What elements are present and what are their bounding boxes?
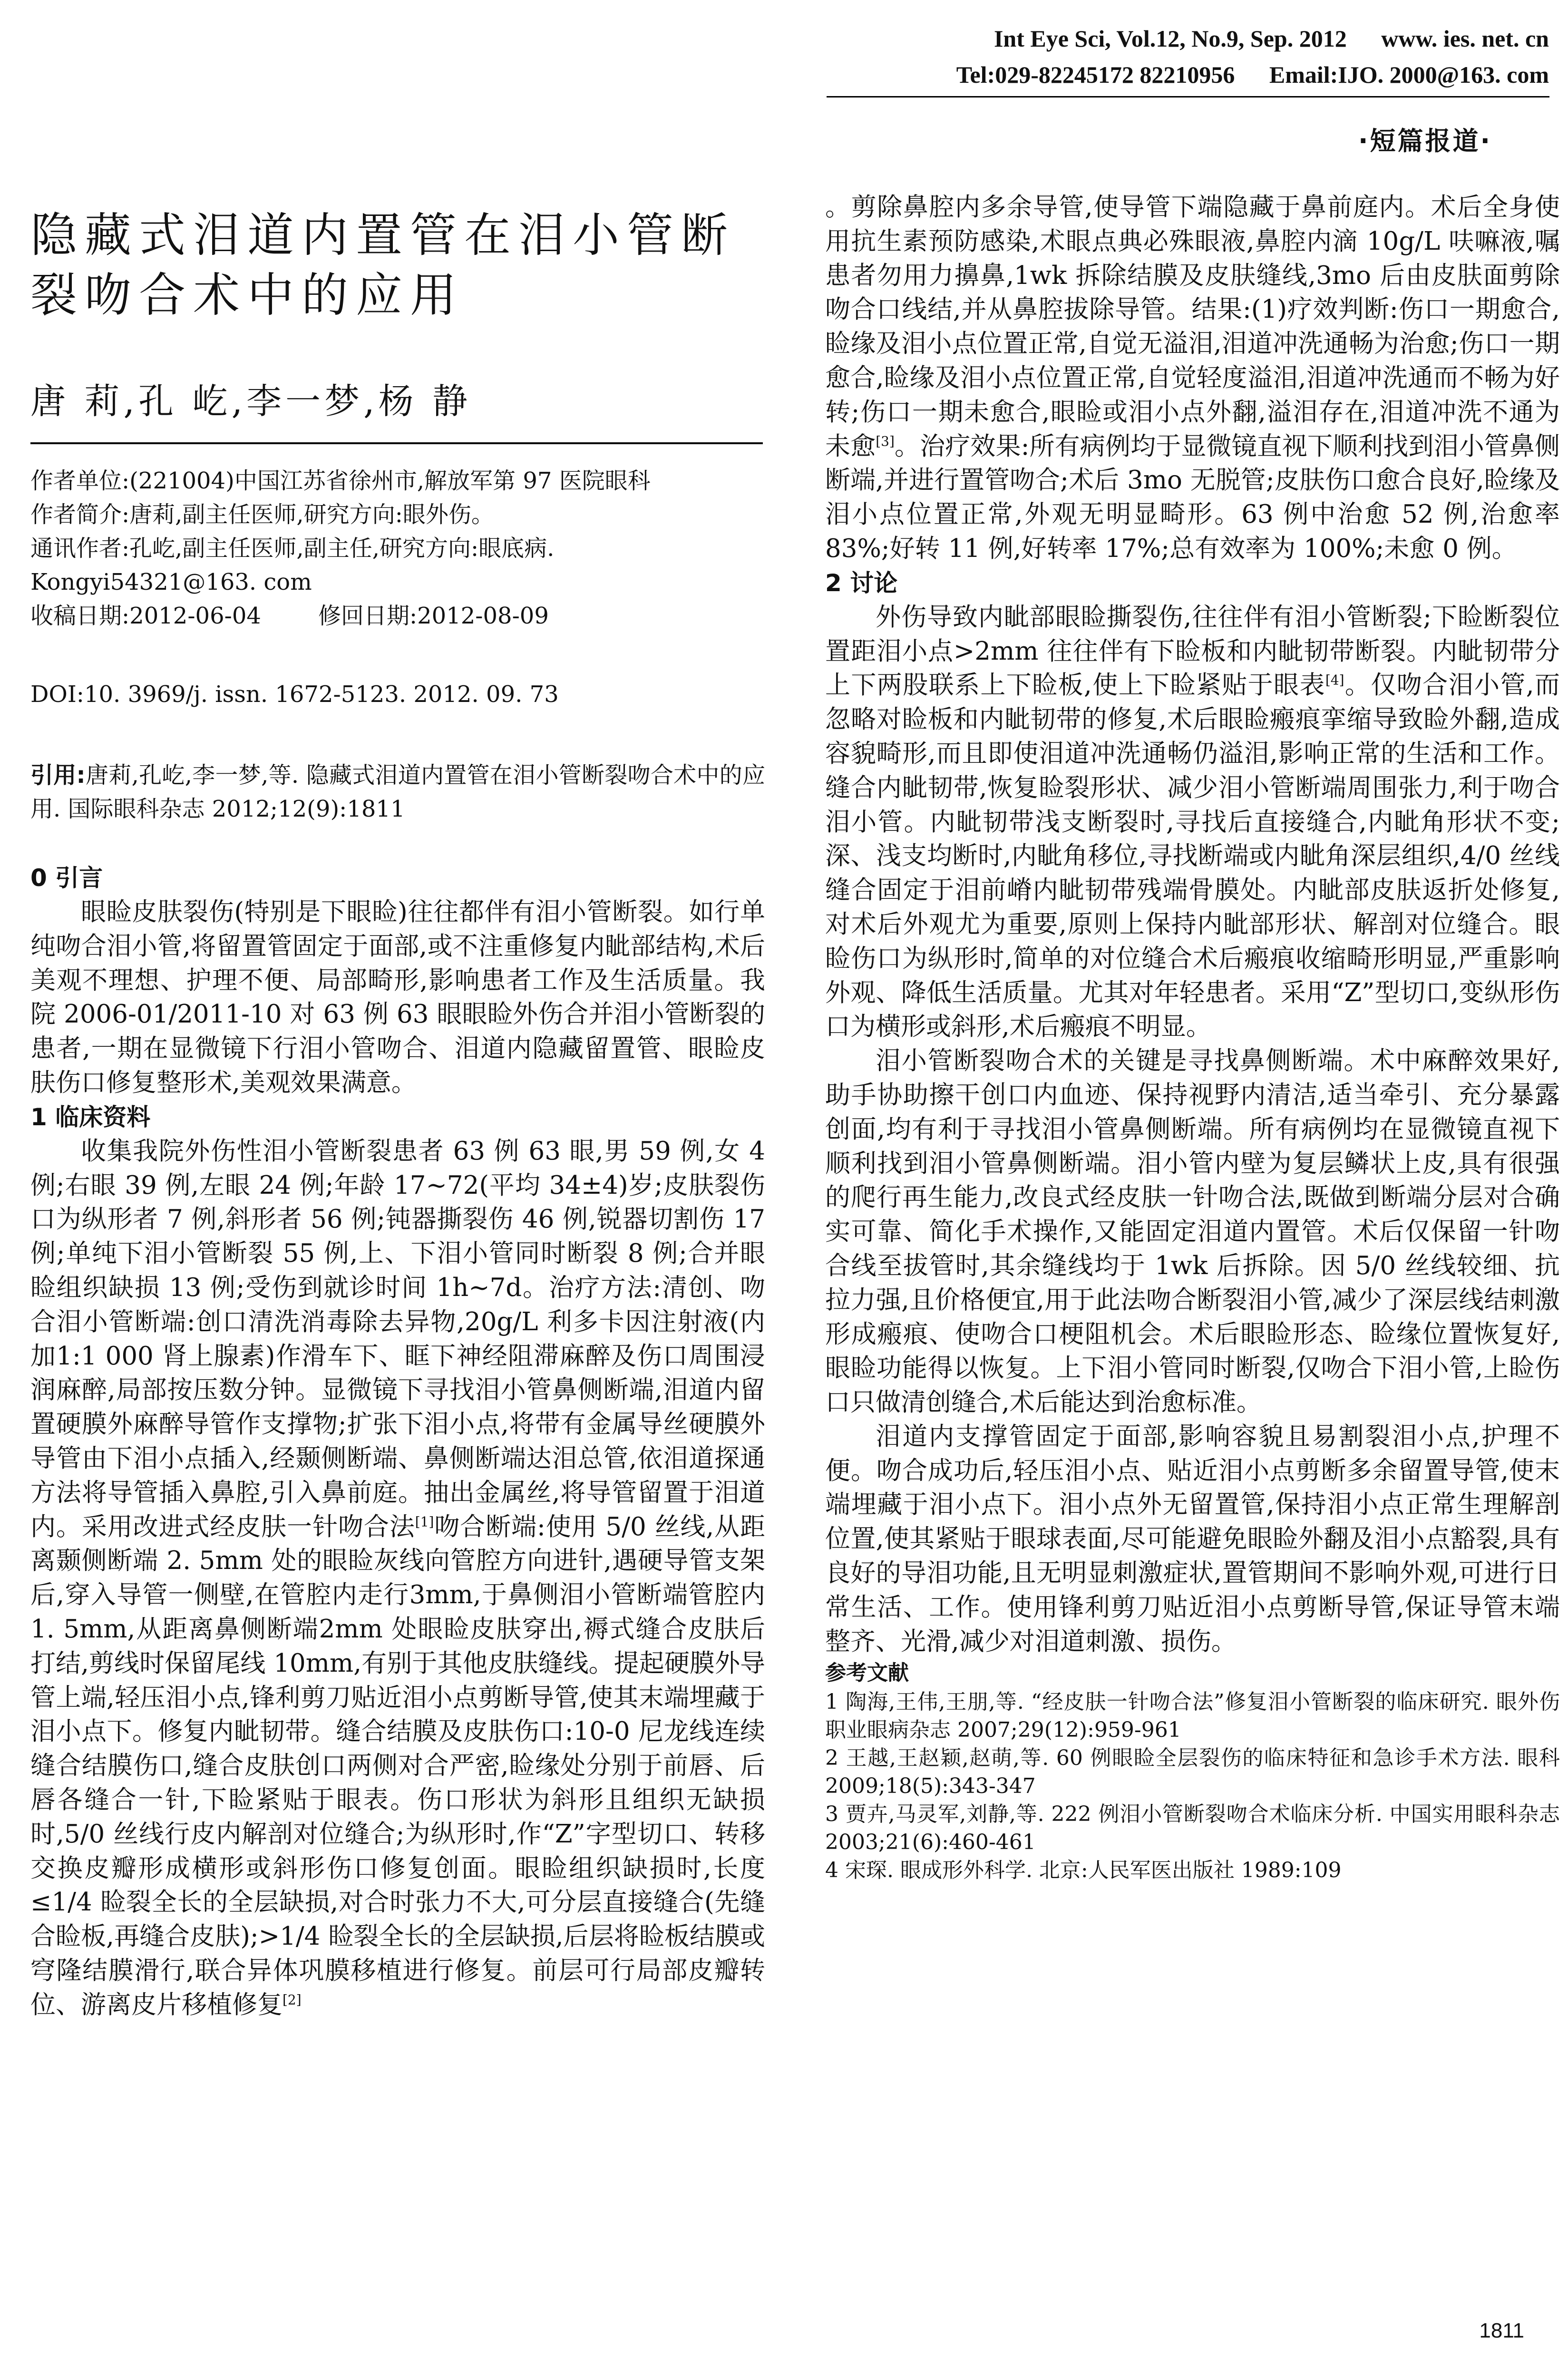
reference-item: 2 王越,王赵颖,赵萌,等. 60 例眼睑全层裂伤的临床特征和急诊手术方法. 眼科 2009;18(5):343-347 [825,1746,1560,1799]
reference-item: 4 宋琛. 眼成形外科学. 北京:人民军医出版社 1989:109 [825,1858,1342,1883]
clinical-text-d: 。治疗效果:所有病例均于显微镜直视下顺利找到泪小管鼻侧断端,并进行置管吻合;术后 3mo 无脱管;皮肤伤口愈合良好,睑缘及泪小点位置正常,外观无明显畸形。63 例中治愈 52 例,治愈率 83%;好转 11 例,好转率 17%;总有效率为 100%;未愈 0 例。 [825,431,1560,563]
left-column-body [30,861,765,2022]
citation-label: 引用: [30,762,86,789]
corresponding-email[interactable]: Kongyi54321@163. com [30,569,312,595]
clinical-text-a: 收集我院外伤性泪小管断裂患者 63 例 63 眼,男 59 例,女 4 例;右眼 39 例,左眼 24 例;年龄 17~72(平均 34±4)岁;皮肤裂伤口为纵形者 7 例,斜形者 56 例;钝器撕裂伤 46 例,锐器切割伤 17 例;单纯下泪小管断裂 55 例,上、下泪小管同时断裂 8 例;合并眼睑组织缺损 13 例;受伤到就诊时间 1h~7d。治疗方法:清创、吻合泪小管断端:创口清洗消毒除去异物,20g/L 利多卡因注射液(内加1:1 000 肾上腺素)作滑车下、眶下神经阻滞麻醉及伤口周围浸润麻醉,局部按压数分钟。显微镜下寻找泪小管鼻侧断端,泪道内留置硬膜外麻醉导管作支撑物;扩张下泪小点,将带有金属导丝硬膜外导管由下泪小点插入,经颞侧断端、鼻侧断端达泪总管,依泪道探通方法将导管插入鼻腔,引入鼻前庭。抽出金属丝,将导管留置于泪道内。采用改进式经皮肤一针吻合法 [30,1136,765,1541]
citation-ref-2[interactable]: [2] [282,1992,302,2008]
citation-ref-1[interactable]: [1] [415,1513,434,1529]
journal-citation: Int Eye Sci, Vol.12, No.9, Sep. 2012 [993,25,1347,52]
discussion-paragraph-2: 泪小管断裂吻合术的关键是寻找鼻侧断端。术中麻醉效果好,助手协助擦干创口内血迹、保持视野内清洁,适当牵引、充分暴露创面,均有利于寻找泪小管鼻侧断端。所有病例均在显微镜直视下顺利找到泪小管鼻侧断端。泪小管内壁为复层鳞状上皮,具有很强的爬行再生能力,改良式经皮肤一针吻合法,既做到断端分层对合确实可靠、简化手术操作,又能固定泪道内置管。术后仅保留一针吻合线至拔管时,其余缝线均于 1wk 后拆除。因 5/0 丝线较细、抗拉力强,且价格便宜,用于此法吻合断裂泪小管,减少了深层线结刺激形成瘢痕、使吻合口梗阻机会。术后眼睑形态、睑缘位置恢复好,眼睑功能得以恢复。上下泪小管同时断裂,仅吻合下泪小管,上睑伤口只做清创缝合,术后能达到治愈标准。 [825,1046,1560,1417]
revised-date: 修回日期:2012-08-09 [318,603,549,629]
references [825,1658,1560,1884]
corresponding-author: 通讯作者:孔屹,副主任医师,副主任,研究方向:眼底病. [30,535,555,562]
intro-paragraph: 眼睑皮肤裂伤(特别是下眼睑)往往都伴有泪小管断裂。如行单纯吻合泪小管,将留置管固定于面部,或不注重修复内眦部结构,术后美观不理想、护理不便、局部畸形,影响患者工作及生活质量。我院 2006-01/2011-10 对 63 例 63 眼眼睑外伤合并泪小管断裂的患者,一期在显微镜下行泪小管吻合、泪道内隐藏留置管、眼睑皮肤伤口修复整形术,美观效果满意。 [30,897,765,1097]
header-rule [827,96,1549,97]
clinical-continued-paragraph [825,190,1560,566]
section-heading-intro: 0 引言 [30,864,103,892]
article-dates [30,599,765,633]
doi[interactable]: DOI:10. 3969/j. issn. 1672-5123. 2012. 09. 73 [30,681,559,708]
references-heading: 参考文献 [825,1661,909,1685]
clinical-paragraph [30,1134,765,2022]
discussion-text-b: 。仅吻合泪小管,而忽略对睑板和内眦韧带的修复,术后眼睑瘢痕挛缩导致睑外翻,造成容貌畸形,而且即使泪道冲洗通畅仍溢泪,影响正常的生活和工作。缝合内眦韧带,恢复睑裂形状、减少泪小管断端周围张力,利于吻合泪小管。内眦韧带浅支断裂时,寻找后直接缝合,内眦角形状不变;深、浅支均断时,内眦角移位,寻找断端或内眦角深层组织,4/0 丝线缝合固定于泪前嵴内眦韧带残端骨膜处。内眦部皮肤返折处修复,对术后外观尤为重要,原则上保持内眦部形状、解剖对位缝合。眼睑伤口为纵形时,简单的对位缝合术后瘢痕收缩畸形明显,严重影响外观、降低生活质量。尤其对年轻患者。采用“Z”型切口,变纵形伤口为横形或斜形,术后瘢痕不明显。 [825,671,1560,1042]
clinical-text-c: 。剪除鼻腔内多余导管,使导管下端隐藏于鼻前庭内。术后全身使用抗生素预防感染,术眼点典必殊眼液,鼻腔内滴 10g/L 呋嘛液,嘱患者勿用力擤鼻,1wk 拆除结膜及皮肤缝线,3mo 后由皮肤面剪除吻合口线结,并从鼻腔拔除导管。结果:(1)疗效判断:伤口一期愈合,睑缘及泪小点位置正常,自觉无溢泪,泪道冲洗通畅为治愈;伤口一期愈合,睑缘及泪小点位置正常,自觉轻度溢泪,泪道冲洗通而不畅为好转;伤口一期未愈合,眼睑或泪小点外翻,溢泪存在,泪道冲洗不通为未愈 [825,193,1560,461]
journal-website[interactable]: www. ies. net. cn [1381,25,1549,52]
author-bio: 作者简介:唐莉,副主任医师,研究方向:眼外伤。 [30,501,494,528]
affiliation: 作者单位:(221004)中国江苏省徐州市,解放军第 97 医院眼科 [30,468,651,494]
discussion-paragraph-3: 泪道内支撑管固定于面部,影响容貌且易割裂泪小点,护理不便。吻合成功后,轻压泪小点、贴近泪小点剪断多余留置导管,使末端埋藏于泪小点下。泪小点外无留置管,保持泪小点正常生理解剖位置,使其紧贴于眼球表面,尽可能避免眼睑外翻及泪小点豁裂,具有良好的导泪功能,且无明显刺激症状,置管期间不影响外观,可进行日常生活、工作。使用锋利剪刀贴近泪小点剪断导管,保证导管末端整齐、光滑,减少对泪道刺激、损伤。 [825,1422,1560,1656]
journal-header [965,25,1549,52]
article-title: 隐藏式泪道内置管在泪小管断裂吻合术中的应用 [30,208,736,322]
section-heading-discussion: 2 讨论 [825,569,898,597]
citation-ref-3[interactable]: [3] [876,433,895,449]
citation-text: 唐莉,孔屹,李一梦,等. 隐藏式泪道内置管在泪小管断裂吻合术中的应用. 国际眼科杂志 2012;12(9):1811 [30,762,765,822]
discussion-paragraph-1 [825,600,1560,1044]
section-heading-clinical: 1 临床资料 [30,1103,151,1131]
journal-tel: Tel:029-82245172 82210956 [956,61,1235,88]
citation [30,759,765,826]
page-number: 1811 [1479,2319,1524,2342]
journal-email[interactable]: Email:IJO. 2000@163. com [1269,61,1549,88]
title-rule [30,442,763,444]
discussion-text-a: 外伤导致内眦部眼睑撕裂伤,往往伴有泪小管断裂;下睑断裂位置距泪小点>2mm 往往伴有下睑板和内眦韧带断裂。内眦韧带分上下两股联系上下睑板,使上下睑紧贴于眼表 [825,602,1560,700]
reference-item: 1 陶海,王伟,王朋,等. “经皮肤一针吻合法”修复泪小管断裂的临床研究. 眼外伤职业眼病杂志 2007;29(12):959-961 [825,1690,1560,1743]
citation-ref-4[interactable]: [4] [1325,672,1344,688]
received-date: 收稿日期:2012-06-04 [30,603,261,629]
author-info [30,464,765,633]
journal-contact [928,61,1549,88]
reference-item: 3 贾卉,马灵军,刘静,等. 222 例泪小管断裂吻合术临床分析. 中国实用眼科杂志 2003;21(6):460-461 [825,1802,1560,1855]
article-authors: 唐 莉,孔 屹,李一梦,杨 静 [30,381,472,422]
clinical-text-b: 吻合断端:使用 5/0 丝线,从距离颞侧断端 2. 5mm 处的眼睑灰线向管腔方向进针,遇硬导管支架后,穿入导管一侧壁,在管腔内走行3mm,于鼻侧泪小管断端管腔内 1. 5mm,从距离鼻侧断端2mm 处眼睑皮肤穿出,褥式缝合皮肤后打结,剪线时保留尾线 10mm,有别于其他皮肤缝线。提起硬膜外导管上端,轻压泪小点,锋利剪刀贴近泪小点剪断导管,使其末端埋藏于泪小点下。修复内眦韧带。缝合结膜及皮肤伤口:10-0 尼龙线连续缝合结膜伤口,缝合皮肤创口两侧对合严密,睑缘处分别于前唇、后唇各缝合一针,下睑紧贴于眼表。伤口形状为斜形且组织无缺损时,5/0 丝线行皮内解剖对位缝合;为纵形时,作“Z”字型切口、转移交换皮瓣形成横形或斜形伤口修复创面。眼睑组织缺损时,长度≤1/4 睑裂全长的全层缺损,对合时张力不大,可分层直接缝合(先缝合睑板,再缝合皮肤);>1/4 睑裂全长的全层缺损,后层将睑板结膜或穹隆结膜滑行,联合异体巩膜移植进行修复。前层可行局部皮瓣转位、游离皮片移植修复 [30,1512,766,2019]
section-tag: ·短篇报道· [1358,126,1492,156]
right-column-body [825,190,1560,1884]
